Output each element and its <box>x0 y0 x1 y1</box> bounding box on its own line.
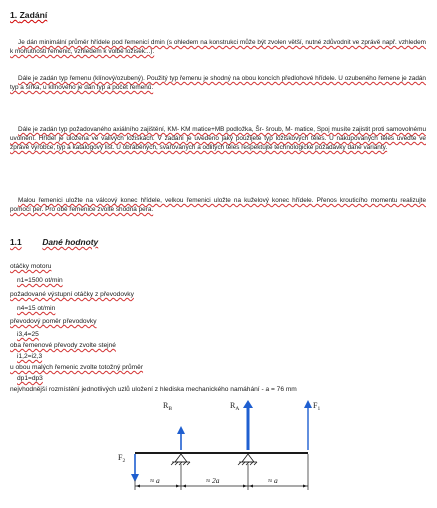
section-heading <box>10 10 47 20</box>
paragraph-2: Dále je zadán typ řemenu (klínový/ozubený). Použitý typ řemenu je shodný na obou koncích předlohové hřídele. U ozubeného řemene je zadán typ a šířka, u klínového je dán typ a počet řemenů. <box>10 75 426 91</box>
value-motor-speed: n1=1500 ot/min <box>17 277 63 284</box>
support-a <box>238 454 257 465</box>
subsection-title: Dané hodnoty <box>42 237 99 247</box>
paragraph-1: Je dán minimální průměr hřídele pod řemenicí dmin (s ohledem na konstrukci může být zvolen větší, nutné zdůvodnit ve zprávě např. vzhledem k mohutnosti řemenic, vzhledem k volbě ložisek...). <box>10 39 426 55</box>
shaft-diagram <box>100 388 340 503</box>
value-gear-ratio: i3,4=25 <box>17 331 39 338</box>
paragraph-3: Dále je zadán typ požadovaného axiálního zajištění, KM- KM matice+MB podložka, Šr- šroub, M- matice, Spoj musíte zajistit proti samovolnému uvolnění. Hřídel je uložena ve valivých ložiskách. V zadání je uvedeno jaký použijete typ ložiskových těles. U nakupovaných těles uveďte ve zprávě výrobce, typ a katalogový list. U obráběných, svařovaných a odlitých těles respektujte technologické požadavky dané varianty. <box>10 126 426 151</box>
layout-note: nejvhodnější rozmístění jednotlivých uzlů uložení z hlediska mechanického namáhání - a = 76 mm <box>10 386 297 393</box>
subsection-heading <box>10 237 98 247</box>
subsection-number: 1.1 <box>10 237 22 247</box>
force-ra-arrow <box>243 400 253 450</box>
value-label-output-speed: požadované výstupní otáčky z převodovky <box>10 291 134 298</box>
force-f2-arrow <box>131 454 139 482</box>
value-small-pulleys: dp1=dp3 <box>17 375 43 382</box>
force-f1-label: $F_1$ <box>313 401 321 412</box>
paragraph-4: Malou řemenici uložte na válcový konec hřídele, velkou řemenici uložte na kuželový konec hřídele. Přenos krouticího momentu realizujte pomocí per. Pro obě řemenice zvolte shodná pera. <box>10 197 426 213</box>
value-label-motor-speed: otáčky motoru <box>10 263 52 270</box>
value-output-speed: n4=15 ot/min <box>17 305 56 312</box>
force-rb-arrow <box>177 426 185 450</box>
support-b <box>171 454 190 465</box>
value-belt-drives: i1,2=i2,3 <box>17 353 43 360</box>
value-label-belt-drives: oba řemenové převody zvolte stejné <box>10 342 116 349</box>
force-ra-label: $R_A$ <box>230 401 240 412</box>
value-label-small-pulleys: u obou malých řemenic zvolte totožný průměr <box>10 364 144 371</box>
section-number: 1. <box>10 10 18 20</box>
force-f2-label: $F_2$ <box>118 453 126 464</box>
force-rb-label: $R_B$ <box>163 401 173 412</box>
dimension-middle: ≈ 2a <box>206 476 220 485</box>
dimension-left: ≈ a <box>150 476 160 485</box>
value-label-gear-ratio: převodový poměr převodovky <box>10 318 97 325</box>
force-f1-arrow <box>304 400 312 450</box>
dimension-line <box>135 454 308 490</box>
dimension-right: ≈ a <box>268 476 278 485</box>
section-title: Zadání <box>19 10 48 20</box>
